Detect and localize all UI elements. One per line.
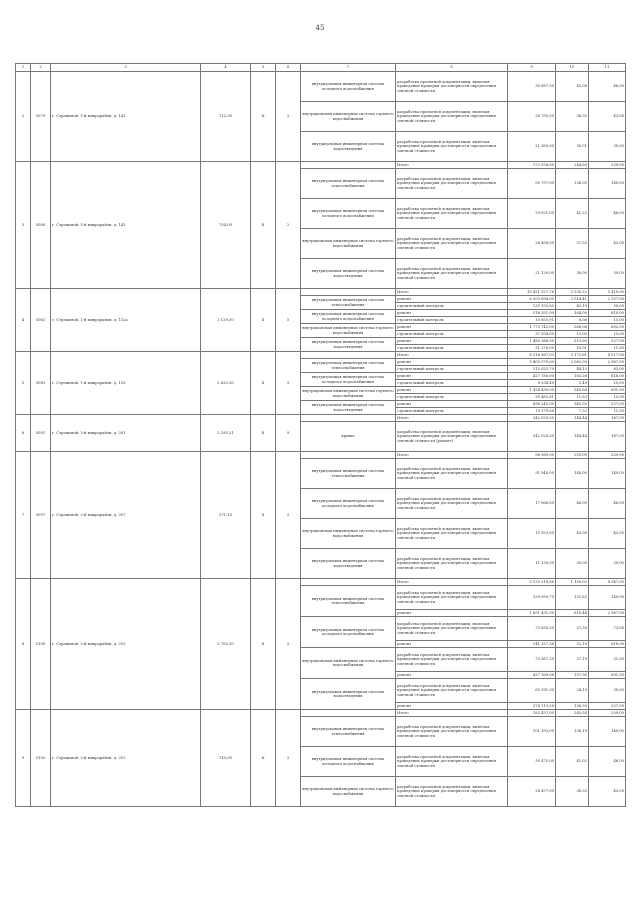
system-name: внутридомовая инженерная система холодного водоснабжения [301,310,396,324]
building-category: II [251,579,276,710]
work-type: строительный контроль [396,303,508,310]
work-type: ремонт [396,401,508,408]
capital-repair-table [15,63,626,807]
cost-value: 896 245,00 [508,401,556,408]
building-floors: 5 [276,579,301,710]
system-name: внутридомовая инженерная система водоотведения [301,401,396,415]
limit-cost-value: 15,00 [589,380,626,387]
unit-cost-value: 163,26 [556,373,589,380]
system-name: внутридомовая инженерная система холодного водоснабжения [301,72,396,102]
work-type: строительный контроль [396,394,508,401]
cost-value: 19 179,64 [508,408,556,415]
building-area: 704,00 [201,162,251,289]
building-code: 5091 [31,415,51,452]
limit-cost-value: 30,00 [589,679,626,703]
limit-cost-value: 46,00 [589,199,626,229]
building-area: 3 129,50 [201,289,251,352]
work-type: ремонт [396,324,508,331]
table-row [16,415,626,422]
table-header-row [16,64,626,72]
unit-cost-value: 3 173,61 [556,352,589,359]
column-header: 4 [201,64,251,72]
unit-cost-value: 245,54 [556,710,589,717]
cost-value: 10 855,91 [508,317,556,324]
unit-cost-value: 7,32 [556,408,589,415]
cost-value: 135 155,85 [508,303,556,310]
cost-value: 10 421 927,76 [508,289,556,296]
work-type: ремонт [396,373,508,380]
unit-cost-value: 10,01 [556,345,589,352]
limit-cost-value: 30,00 [589,259,626,289]
unit-cost-value: 43,19 [556,303,589,310]
system-name [301,415,396,422]
cost-value: 21 120,00 [508,259,556,289]
unit-cost-value: 2 014,41 [556,296,589,303]
unit-cost-value: 244,80 [556,162,589,169]
system-name: внутридомовая инженерная система горячего водоснабжения [301,102,396,132]
cost-value: 427 169,08 [508,672,556,679]
work-type: разработка проектной документации, включая проведение проверки достоверности определения сметной стоимости [396,489,508,519]
limit-cost-value: 43,00 [589,102,626,132]
work-type: строительный контроль [396,380,508,387]
system-name: внутридомовая инженерная система холодного водоснабжения [301,489,396,519]
limit-cost-value: 46,00 [589,489,626,519]
building-code: 5097 [31,452,51,579]
unit-cost-value: 2 062,09 [556,359,589,366]
work-type: ремонт [396,641,508,648]
limit-cost-value: 2 967,00 [589,610,626,617]
cost-value: 342 020,20 [508,415,556,422]
system-name: внутридомовая инженерная система теплоснабжения [301,459,396,489]
row-number: 3 [16,162,31,289]
work-type: разработка проектной документации, включая проведение проверки достоверности определения сметной стоимости [396,229,508,259]
system-name: внутридомовая инженерная система теплоснабжения [301,169,396,199]
column-header: 1 [16,64,31,72]
system-name: внутридомовая инженерная система горячего водоснабжения [301,648,396,679]
unit-cost-value: 52,18 [556,641,589,648]
work-type: разработка проектной документации, включая проведение проверки достоверности определения сметной стоимости [396,72,508,102]
building-category: II [251,289,276,352]
limit-cost-value: 140,00 [589,586,626,610]
unit-cost-value: 259,00 [556,452,589,459]
row-number: 7 [16,452,31,579]
cost-value: 15 953,00 [508,519,556,549]
building-address: г. Стрежевой, 2-й микрорайон, д. 207 [51,452,201,579]
system-name: внутридомовая инженерная система холодного водоснабжения [301,617,396,648]
building-address: г. Стрежевой, 1-й микрорайон, д. 142 [51,72,201,162]
work-type: строительный контроль [396,408,508,415]
system-name [301,289,396,296]
cost-value: 73 838,50 [508,617,556,641]
limit-cost-value: 259,00 [589,452,626,459]
cost-value: 9 354,49 [508,380,556,387]
work-type: разработка проектной документации, включая проведение проверки достоверности определения сметной стоимости [396,679,508,703]
cost-value: 5 405 070,00 [508,359,556,366]
limit-cost-value: 2 967,00 [589,359,626,366]
limit-cost-value: 15,00 [589,317,626,324]
table-row [16,579,626,586]
cost-value: 17 066,00 [508,489,556,519]
limit-cost-value: 610,00 [589,310,626,317]
system-name [301,710,396,717]
cost-value: 329 050,70 [508,586,556,610]
limit-cost-value: 15,00 [589,394,626,401]
unit-cost-value: 8,06 [556,317,589,324]
cost-value: 342 020,20 [508,422,556,452]
limit-cost-value: 527,00 [589,401,626,408]
system-name: внутридомовая инженерная система теплоснабжения [301,717,396,747]
cost-value: 1 651 431,00 [508,610,556,617]
cost-value: 30 475,00 [508,747,556,777]
system-name [301,352,396,359]
cost-value: 141 157,34 [508,641,556,648]
unit-cost-value: 30,00 [556,549,589,579]
table-row [16,162,626,169]
cost-value: 1 480 366,00 [508,338,556,345]
unit-cost-value: 24,10 [556,679,589,703]
building-code: 5100 [31,579,51,710]
cost-value: 95 797,00 [508,169,556,199]
work-type: разработка проектной документации, включая проведение проверки достоверности определения сметной стоимости [396,132,508,162]
limit-cost-value: 4 017,00 [589,352,626,359]
limit-cost-value: 140,00 [589,717,626,747]
unit-cost-value: 136,05 [556,169,589,199]
cost-value: 182 437,00 [508,710,556,717]
unit-cost-value: 30,00 [556,259,589,289]
work-type: Итого [396,162,508,169]
unit-cost-value: 1 159,05 [556,579,589,586]
limit-cost-value: 527,00 [589,338,626,345]
unit-cost-value: 136,19 [556,717,589,747]
unit-cost-value: 144,44 [556,422,589,452]
limit-cost-value: 15,00 [589,331,626,338]
column-header: 10 [556,64,589,72]
limit-cost-value: 46,00 [589,72,626,102]
system-name: внутридомовая инженерная система теплоснабжения [301,296,396,310]
table-row [16,72,626,102]
unit-cost-value: 43,00 [556,519,589,549]
building-category: К [251,72,276,162]
system-name: внутридомовая инженерная система горячего водоснабжения [301,777,396,807]
cost-value: 26 795,50 [508,102,556,132]
work-type: Итого [396,452,508,459]
system-name: внутридомовая инженерная система горячего водоснабжения [301,387,396,401]
building-area: 2 705,30 [201,579,251,710]
unit-cost-value: 27,30 [556,617,589,641]
building-floors: 2 [276,710,301,807]
cost-value: 73 567,20 [508,648,556,672]
unit-cost-value: 27,19 [556,648,589,672]
building-area: 371,10 [201,452,251,579]
building-category: II [251,452,276,579]
cost-value: 6 303 694,00 [508,296,556,303]
system-name: внутридомовая инженерная система водоотведения [301,132,396,162]
work-type: ремонт [396,610,508,617]
table-row [16,710,626,717]
unit-cost-value: 342,05 [556,401,589,408]
limit-cost-value: 50,00 [589,303,626,310]
building-address: г. Стрежевой, 1-й микрорайон, д. 155 [51,352,201,415]
work-type: разработка проектной документации, включая проведение проверки достоверности определения сметной стоимости [396,459,508,489]
building-category: К [251,162,276,289]
system-name: внутридомовая инженерная система холодного водоснабжения [301,199,396,229]
cost-value: 21 369,00 [508,132,556,162]
cost-value: 172 556,00 [508,162,556,169]
unit-cost-value: 138,30 [556,703,589,710]
limit-cost-value: 527,00 [589,703,626,710]
work-type: разработка проектной документации, включая проведение проверки достоверности определения сметной стоимости [396,102,508,132]
building-floors: 2 [276,72,301,162]
limit-cost-value: 43,00 [589,229,626,259]
unit-cost-value: 43,08 [556,72,589,102]
unit-cost-value: 44,13 [556,366,589,373]
system-name: внутридомовая инженерная система водоотведения [301,338,396,352]
work-type: разработка проектной документации, включая проведение проверки достоверности определения сметной стоимости [396,717,508,747]
work-type: разработка проектной документации, включая проведение проверки достоверности определения сметной стоимости [396,648,508,672]
work-type: ремонт [396,296,508,303]
work-type: ремонт [396,703,508,710]
building-area: 2 295,21 [201,415,251,452]
building-floors: 2 [276,162,301,289]
building-code: 5105 [31,710,51,807]
system-name: внутридомовая инженерная система водоотведения [301,549,396,579]
limit-cost-value: 602,00 [589,324,626,331]
building-floors: 3 [276,352,301,415]
limit-cost-value: 4 947,00 [589,579,626,586]
column-header: 2 [31,64,51,72]
system-name: внутридомовая инженерная система теплоснабжения [301,359,396,373]
work-type: строительный контроль [396,317,508,324]
limit-cost-value: 140,00 [589,169,626,199]
unit-cost-value: 164,00 [556,310,589,317]
limit-cost-value: 618,00 [589,373,626,380]
cost-value: 29 021,00 [508,199,556,229]
row-number: 6 [16,415,31,452]
system-name: внутридомовая инженерная система теплоснабжения [301,586,396,617]
limit-cost-value: 618,00 [589,641,626,648]
building-floors: 2 [276,452,301,579]
work-type: строительный контроль [396,345,508,352]
building-area: 712,30 [201,72,251,162]
cost-value: 1 424 430,00 [508,387,556,394]
cost-value: 11 130,00 [508,549,556,579]
cost-value: 30 687,50 [508,72,556,102]
unit-cost-value: 41,02 [556,747,589,777]
limit-cost-value: 63,00 [589,366,626,373]
work-type: Итого [396,710,508,717]
building-area: 745,00 [201,710,251,807]
column-header: 11 [589,64,626,72]
work-type: ремонт [396,672,508,679]
column-header: 8 [396,64,508,72]
unit-cost-value: 543,64 [556,387,589,394]
work-type: разработка проектной документации, включая проведение проверки достоверности определения сметной стоимости [396,747,508,777]
cost-value: 30 482,81 [508,394,556,401]
cost-value: 8 316 967,03 [508,352,556,359]
unit-cost-value: 38,35 [556,777,589,807]
system-name: внутридомовая инженерная система водоотведения [301,679,396,710]
building-floors: 5 [276,289,301,352]
system-name: внутридомовая инженерная система холодного водоснабжения [301,747,396,777]
work-type: Итого [396,289,508,296]
limit-cost-value: 46,00 [589,747,626,777]
row-number: 2 [16,72,31,162]
column-header: 5 [251,64,276,72]
work-type: ремонт [396,310,508,317]
row-number: 5 [16,352,31,415]
work-type: разработка проектной документации, включая проведение проверки достоверности определения сметной стоимости [396,519,508,549]
unit-cost-value: 144,44 [556,415,589,422]
building-area: 2 620,20 [201,352,251,415]
unit-cost-value: 37,55 [556,229,589,259]
building-address: г. Стрежевой, 2-й микрорайон, д. 201 [51,415,201,452]
work-type: ремонт [396,359,508,366]
limit-cost-value: 11,00 [589,345,626,352]
cost-value: 51 940,00 [508,459,556,489]
unit-cost-value: 3 330,22 [556,289,589,296]
unit-cost-value: 121,63 [556,586,589,610]
column-header: 7 [301,64,396,72]
limit-cost-value: 259,00 [589,162,626,169]
work-type: разработка проектной документации, включая проведение проверки достоверности определения сметной стоимости (ремонт) [396,422,508,452]
work-type: строительный контроль [396,331,508,338]
cost-value: 3 135 518,86 [508,579,556,586]
table-row [16,289,626,296]
cost-value: 115 625,70 [508,366,556,373]
cost-value: 65 191,30 [508,679,556,703]
cost-value: 26 458,00 [508,229,556,259]
row-number: 8 [16,579,31,710]
system-name [301,579,396,586]
limit-cost-value: 30,00 [589,132,626,162]
unit-cost-value: 46,00 [556,489,589,519]
system-name [301,452,396,459]
unit-cost-value: 41,22 [556,199,589,229]
building-category: К [251,710,276,807]
cost-value: 31 276,00 [508,345,556,352]
system-name: внутридомовая инженерная система горячего водоснабжения [301,324,396,338]
building-category: II [251,352,276,415]
system-name: внутридомовая инженерная система холодного водоснабжения [301,373,396,387]
cost-value: 101 393,00 [508,717,556,747]
work-type: Итого [396,415,508,422]
building-code: 5082 [31,289,51,352]
limit-cost-value: 601,00 [589,387,626,394]
unit-cost-value: 140,00 [556,459,589,489]
cost-value: 374 113,58 [508,703,556,710]
unit-cost-value: 36,92 [556,102,589,132]
system-name: крыша [301,422,396,452]
cost-value: 37 554,00 [508,331,556,338]
work-type: ремонт [396,387,508,394]
limit-cost-value: 2 557,00 [589,296,626,303]
unit-cost-value: 157,90 [556,672,589,679]
work-type: строительный контроль [396,366,508,373]
column-header: 3 [51,64,201,72]
row-number: 4 [16,289,31,352]
building-address: г. Стрежевой, 2-й микрорайон, д. 215 [51,710,201,807]
column-header: 6 [276,64,301,72]
building-address: г. Стрежевой, 1-й микрорайон, д. 143 [51,162,201,289]
limit-cost-value: 30,00 [589,549,626,579]
unit-cost-value: 11,63 [556,394,589,401]
table-row [16,452,626,459]
building-code: 5083 [31,352,51,415]
work-type: разработка проектной документации, включая проведение проверки достоверности определения сметной стоимости [396,777,508,807]
limit-cost-value: 167,00 [589,415,626,422]
cost-value: 427 780,00 [508,373,556,380]
work-type: ремонт [396,338,508,345]
column-header: 9 [508,64,556,72]
limit-cost-value: 259,00 [589,710,626,717]
building-code: 5079 [31,72,51,162]
work-type: разработка проектной документации, включая проведение проверки достоверности определения сметной стоимости [396,259,508,289]
system-name: внутридомовая инженерная система водоотведения [301,259,396,289]
system-name [301,162,396,169]
unit-cost-value: 610,44 [556,610,589,617]
system-name: внутридомовая инженерная система горячего водоснабжения [301,519,396,549]
building-address: г. Стрежевой, 1-й микрорайон, д. 152а [51,289,201,352]
limit-cost-value: 167,00 [589,422,626,452]
cost-value: 1 775 742,00 [508,324,556,331]
limit-cost-value: 601,00 [589,672,626,679]
building-code: 5080 [31,162,51,289]
row-number: 9 [16,710,31,807]
work-type: разработка проектной документации, включая проведение проверки достоверности определения сметной стоимости [396,199,508,229]
work-type: разработка проектной документации, включая проведение проверки достоверности определения сметной стоимости [396,169,508,199]
limit-cost-value: 140,00 [589,459,626,489]
unit-cost-value: 568,06 [556,324,589,331]
unit-cost-value: 515,60 [556,338,589,345]
unit-cost-value: 3,49 [556,380,589,387]
building-category: К [251,415,276,452]
limit-cost-value: 43,00 [589,777,626,807]
work-type: разработка проектной документации, включая проведение проверки достоверности определения сметной стоимости [396,549,508,579]
work-type: разработка проектной документации, включая проведение проверки достоверности определения сметной стоимости [396,586,508,610]
unit-cost-value: 30,01 [556,132,589,162]
table-row [16,352,626,359]
work-type: Итого [396,352,508,359]
cost-value: 28 477,00 [508,777,556,807]
cost-value: 516 351,00 [508,310,556,317]
limit-cost-value: 31,00 [589,648,626,672]
limit-cost-value: 3 410,00 [589,289,626,296]
limit-cost-value: 73,00 [589,617,626,641]
work-type: разработка проектной документации, включая проведение проверки достоверности определения сметной стоимости [396,617,508,641]
work-type: Итого [396,579,508,586]
limit-cost-value: 43,00 [589,519,626,549]
page-number: 45 [315,24,325,32]
limit-cost-value: 11,00 [589,408,626,415]
building-floors: 9 [276,415,301,452]
cost-value: 96 089,00 [508,452,556,459]
system-name: внутридомовая инженерная система горячего водоснабжения [301,229,396,259]
unit-cost-value: 12,00 [556,331,589,338]
building-address: г. Стрежевой, 2-й микрорайон, д. 210 [51,579,201,710]
